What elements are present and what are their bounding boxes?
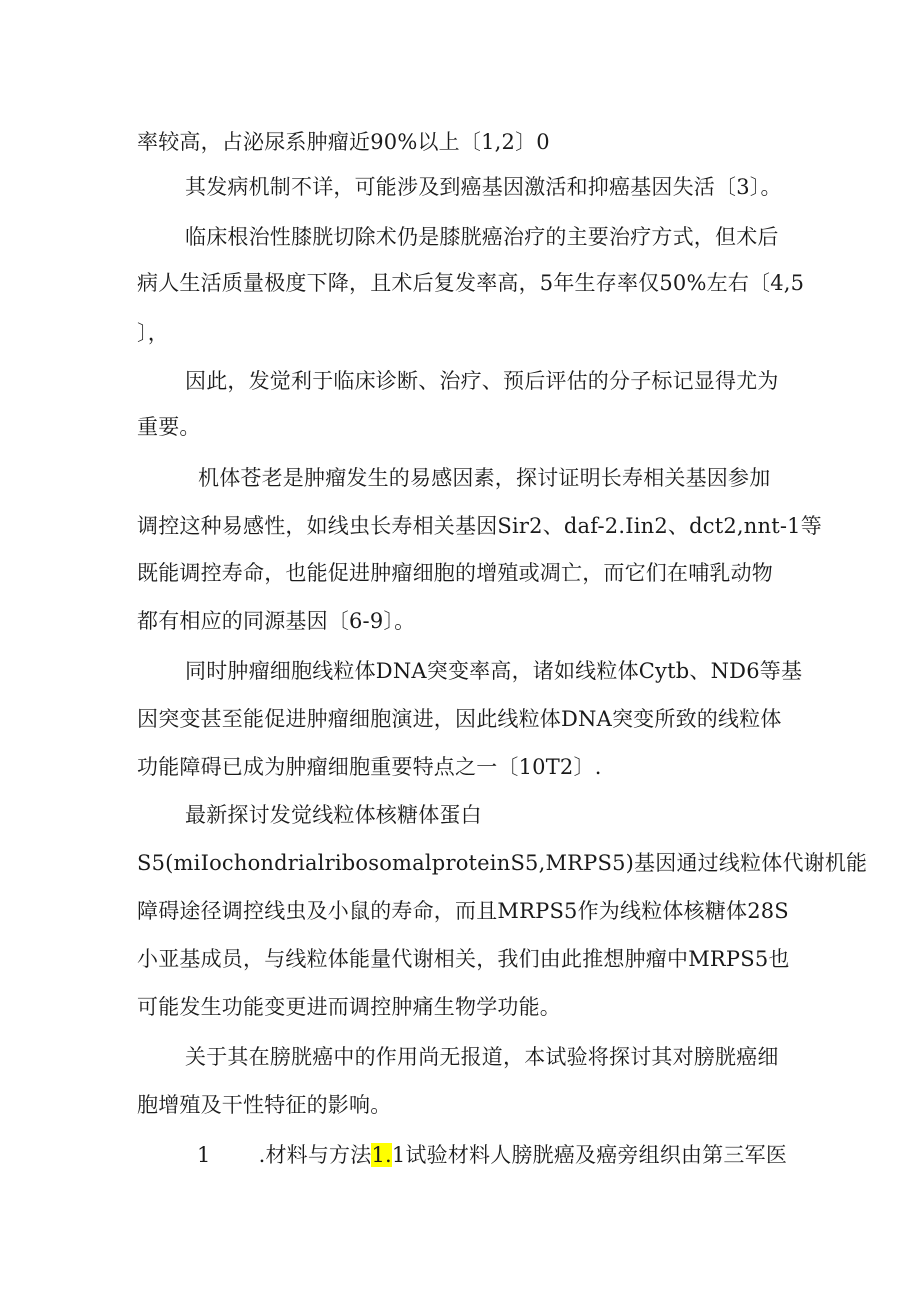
- text-line: 最新探讨发觉线粒体核糖体蛋白: [185, 803, 482, 827]
- text-line: 因突变甚至能促进肿瘤细胞演进，因此线粒体DNA突变所致的线粒体: [137, 707, 782, 731]
- text-line: 因此，发觉利于临床诊断、治疗、预后评估的分子标记显得尤为: [185, 369, 779, 393]
- section-title: .材料与方法: [258, 1143, 372, 1167]
- text-line: 胞增殖及干性特征的影响。: [137, 1093, 392, 1117]
- section-body: 1试验材料人膀胱癌及癌旁组织由第三军医: [391, 1143, 788, 1167]
- text-line: 既能调控寿命，也能促进肿瘤细胞的增殖或凋亡，而它们在哺乳动物: [137, 561, 773, 585]
- text-line: 关于其在膀胱癌中的作用尚无报道，本试验将探讨其对膀胱癌细: [185, 1045, 779, 1069]
- text-line: 率较高，占泌尿系肿瘤近90%以上〔1,2〕0: [137, 130, 550, 154]
- text-line: 机体苍老是肿瘤发生的易感因素，探讨证明长寿相关基因参加: [198, 466, 771, 490]
- text-line: 临床根治性膝胱切除术仍是膝胱癌治疗的主要治疗方式，但术后: [185, 225, 779, 249]
- text-line: 病人生活质量极度下降，且术后复发率高，5年生存率仅50%左右〔4,5: [137, 271, 805, 295]
- text-line: 都有相应的同源基因〔6-9〕。: [137, 609, 416, 633]
- text-line: 〕，: [137, 321, 169, 345]
- section-number: 1: [197, 1143, 211, 1167]
- text-line: 其发病机制不详，可能涉及到癌基因激活和抑癌基因失活〔3〕。: [185, 175, 782, 199]
- section-heading-line: [0, 1140, 920, 1170]
- text-line: 重要。: [137, 415, 201, 439]
- text-line: 可能发生功能变更进而调控肿痛生物学功能。: [137, 995, 561, 1019]
- text-line: 功能障碍已成为肿瘤细胞重要特点之一〔10T2〕.: [137, 755, 602, 779]
- text-line: 同时肿瘤细胞线粒体DNA突变率高，诸如线粒体Cytb、ND6等基: [185, 659, 803, 683]
- highlighted-text: 1.: [371, 1143, 392, 1167]
- text-line: 障碍途径调控线虫及小鼠的寿命，而且MRPS5作为线粒体核糖体28S: [137, 899, 789, 923]
- text-line: 调控这种易感性，如线虫长寿相关基因Sir2、daf-2.Iin2、dct2,nnt-1等: [137, 514, 822, 538]
- text-line: 小亚基成员，与线粒体能量代谢相关，我们由此推想肿瘤中MRPS5也: [137, 947, 790, 971]
- text-line: S5(miIochondrialribosomalproteinS5,MRPS5)基因通过线粒体代谢机能: [137, 851, 868, 875]
